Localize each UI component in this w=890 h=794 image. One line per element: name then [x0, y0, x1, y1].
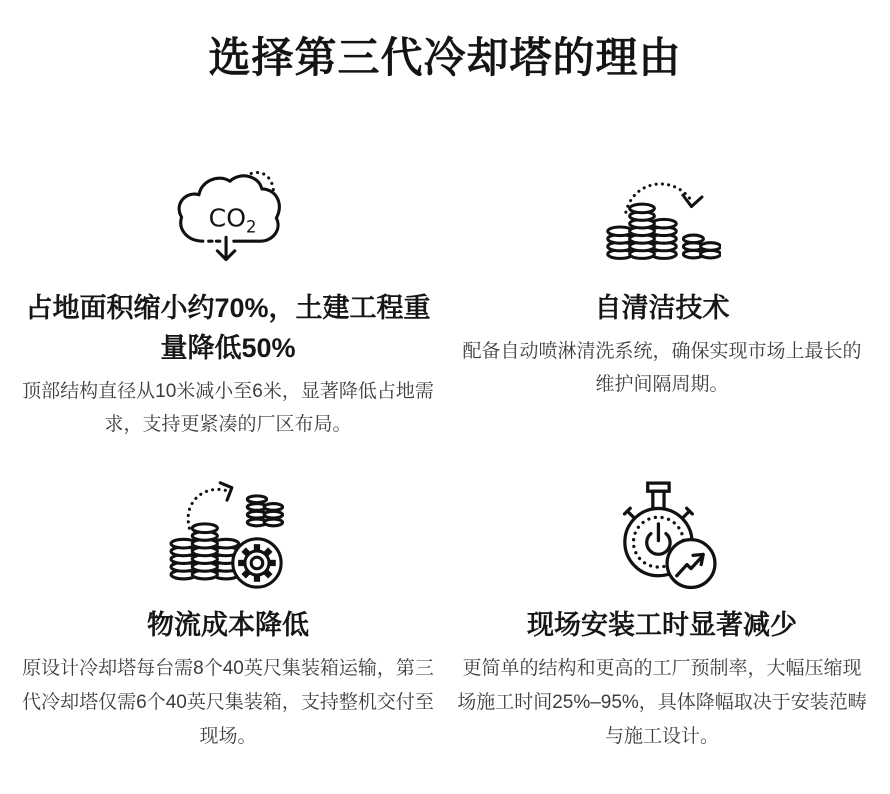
feature-card-logistics: [22, 478, 434, 753]
icon-wrap: [603, 161, 721, 273]
stopwatch-stem: [652, 491, 663, 508]
card-description: 顶部结构直径从10米减小至6米，显著降低占地需求，支持更紧凑的厂区布局。: [22, 380, 434, 436]
feature-grid: [0, 161, 890, 754]
card-description: 原设计冷却塔每台需8个40英尺集装箱运输，第三代冷却塔仅需6个40英尺集装箱，支持整机交付至现场。: [22, 658, 434, 747]
trend-badge-circle: [667, 540, 715, 588]
small-coin-stacks: [247, 496, 282, 526]
card-title: 占地面积缩小约70%，土建工程重量降低50%: [25, 292, 431, 363]
co2-reduction-cloud-icon: [170, 167, 286, 267]
gear-icon: [233, 539, 281, 587]
installation-time-stopwatch-icon: [605, 478, 720, 590]
card-title: 自清洁技术: [594, 292, 730, 323]
card-title: 物流成本降低: [147, 610, 309, 641]
self-cleaning-coins-icon: [603, 170, 721, 264]
arrowhead: [683, 195, 702, 206]
icon-wrap: [605, 478, 720, 590]
small-coin-stacks: [683, 235, 720, 258]
feature-card-self-cleaning: [456, 161, 868, 443]
card-description: 更简单的结构和更高的工厂预制率，大幅压缩现场施工时间25%–95%，具体降幅取决于安装范畴与施工设计。: [457, 658, 867, 747]
large-coin-stacks: [608, 204, 677, 258]
co2-text: $CO_2$: [208, 203, 257, 237]
feature-card-installation-time: [456, 478, 868, 753]
icon-wrap: [170, 161, 286, 273]
feature-card-footprint: [22, 161, 434, 443]
large-coin-stacks: [171, 524, 239, 579]
page-title: 选择第三代冷却塔的理由: [208, 34, 682, 81]
icon-wrap: [168, 478, 288, 590]
logistics-coins-gear-icon: [168, 478, 288, 590]
card-title: 现场安装工时显著减少: [527, 610, 797, 641]
card-description: 配备自动喷淋清洗系统，确保实现市场上最长的维护间隔周期。: [462, 340, 862, 396]
